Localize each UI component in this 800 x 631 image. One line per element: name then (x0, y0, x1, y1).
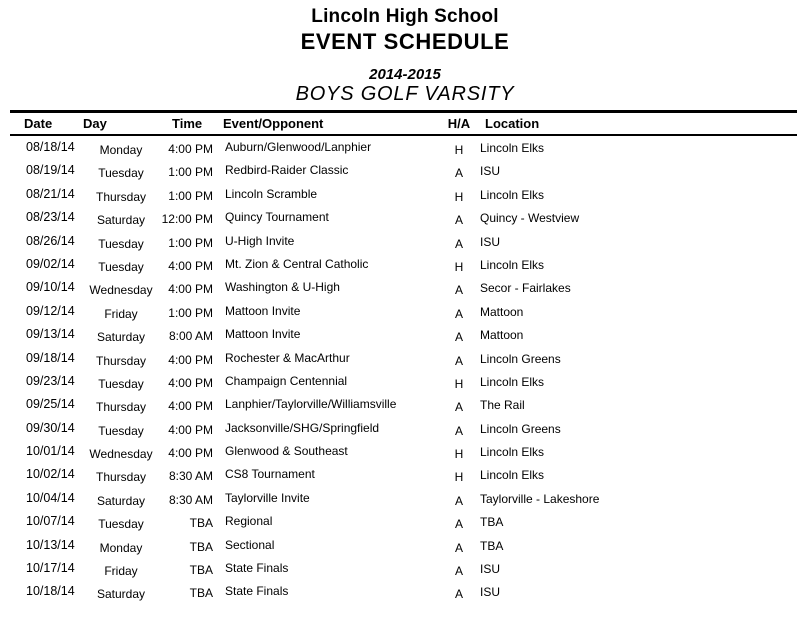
event-date: 08/18/14 (26, 140, 75, 154)
table-row (0, 421, 800, 444)
event-location: Lincoln Elks (480, 257, 545, 272)
event-date: 10/13/14 (26, 537, 75, 552)
event-opponent: Glenwood & Southeast (225, 444, 348, 459)
event-opponent: Jacksonville/SHG/Springfield (225, 420, 380, 435)
table-row (0, 561, 800, 584)
document-title: EVENT SCHEDULE (300, 29, 510, 54)
column-header-location: Location (485, 116, 540, 131)
event-day: Tuesday (98, 517, 144, 532)
event-opponent: Quincy Tournament (225, 210, 329, 225)
event-time: 4:00 PM (168, 375, 213, 390)
event-date: 10/07/14 (26, 514, 75, 529)
event-home-away: H (454, 376, 464, 391)
event-time: 8:30 AM (168, 492, 213, 507)
event-day: Saturday (96, 213, 146, 228)
event-date: 09/02/14 (26, 256, 75, 271)
event-home-away: A (454, 330, 463, 345)
event-opponent: Champaign Centennial (225, 373, 348, 388)
event-date: 09/18/14 (26, 350, 75, 365)
event-home-away: A (454, 236, 463, 251)
table-row (0, 280, 800, 303)
event-location: Lincoln Elks (480, 374, 545, 389)
event-date: 10/18/14 (26, 584, 75, 599)
event-time: 4:00 PM (168, 399, 213, 414)
event-time: 1:00 PM (168, 305, 213, 320)
event-day: Thursday (95, 400, 147, 415)
event-date: 09/10/14 (26, 280, 75, 295)
event-opponent: Taylorville Invite (225, 490, 310, 505)
event-time: TBA (189, 586, 213, 601)
event-time: TBA (189, 539, 213, 554)
event-home-away: A (454, 306, 463, 321)
event-opponent: Auburn/Glenwood/Lanphier (225, 140, 372, 154)
event-home-away: H (454, 143, 464, 157)
event-day: Monday (99, 143, 143, 157)
event-day: Monday (99, 540, 143, 555)
season-label: 2014-2015 (369, 66, 441, 83)
event-opponent: Sectional (225, 537, 275, 552)
event-location: Lincoln Greens (480, 351, 561, 366)
event-opponent: Regional (225, 514, 273, 529)
event-time: 8:30 AM (168, 469, 213, 484)
event-opponent: Mattoon Invite (225, 327, 301, 342)
event-date: 10/17/14 (26, 561, 75, 576)
event-date: 08/19/14 (26, 163, 75, 178)
event-opponent: CS8 Tournament (225, 467, 315, 482)
column-header-day: Day (83, 116, 107, 131)
event-opponent: Redbird-Raider Classic (225, 163, 349, 178)
event-time: 4:00 PM (168, 446, 213, 461)
event-location: TBA (480, 515, 504, 530)
event-day: Tuesday (98, 423, 144, 438)
event-time: 4:00 PM (168, 142, 213, 156)
event-opponent: State Finals (225, 584, 289, 599)
event-day: Thursday (95, 189, 147, 204)
table-row (0, 374, 800, 397)
event-home-away: A (454, 540, 463, 555)
event-home-away: A (454, 564, 463, 579)
header-divider-rule (10, 134, 797, 136)
event-time: 8:00 AM (168, 329, 213, 344)
column-header-home-away: H/A (447, 116, 471, 131)
event-home-away: A (454, 517, 463, 532)
table-row (0, 187, 800, 210)
event-date: 09/23/14 (26, 373, 75, 388)
event-time: TBA (189, 563, 213, 578)
event-time: 4:00 PM (168, 258, 213, 273)
event-day: Saturday (96, 493, 146, 508)
event-date: 09/25/14 (26, 397, 75, 412)
event-opponent: Washington & U-High (225, 280, 340, 295)
event-location: Taylorville - Lakeshore (480, 491, 600, 506)
event-date: 10/01/14 (26, 444, 75, 459)
column-header-date: Date (24, 116, 53, 131)
event-date: 08/23/14 (26, 210, 75, 225)
event-location: TBA (480, 538, 504, 553)
event-location: Mattoon (480, 304, 524, 319)
event-home-away: A (454, 423, 463, 438)
event-day: Tuesday (98, 376, 144, 391)
table-row (0, 327, 800, 350)
event-opponent: Mt. Zion & Central Catholic (225, 256, 369, 271)
table-row (0, 140, 800, 163)
table-row (0, 514, 800, 537)
team-label: BOYS GOLF VARSITY (295, 83, 515, 105)
event-time: 1:00 PM (168, 235, 213, 250)
table-row (0, 257, 800, 280)
event-home-away: H (454, 259, 464, 274)
event-location: Lincoln Elks (480, 141, 545, 155)
event-location: ISU (480, 562, 501, 577)
event-day: Saturday (96, 330, 146, 345)
event-day: Thursday (95, 353, 147, 368)
event-day: Saturday (96, 587, 146, 602)
event-date: 08/26/14 (26, 233, 75, 248)
column-header-event-opponent: Event/Opponent (223, 116, 324, 131)
event-location: Lincoln Elks (480, 468, 545, 483)
event-date: 09/30/14 (26, 420, 75, 435)
event-location: Lincoln Elks (480, 445, 545, 460)
event-time: 1:00 PM (168, 188, 213, 203)
event-location: Mattoon (480, 328, 524, 343)
table-row (0, 491, 800, 514)
event-home-away: A (454, 213, 463, 228)
table-header-row (0, 116, 800, 134)
table-row (0, 351, 800, 374)
event-day: Tuesday (98, 259, 144, 274)
event-date: 09/13/14 (26, 327, 75, 342)
event-opponent: Lanphier/Taylorville/Williamsville (225, 397, 397, 412)
top-divider-rule (10, 110, 797, 113)
event-location: Lincoln Greens (480, 421, 561, 436)
event-location: Secor - Fairlakes (480, 281, 571, 296)
event-home-away: H (454, 189, 464, 204)
table-row (0, 584, 800, 607)
event-home-away: A (454, 493, 463, 508)
event-location: ISU (480, 234, 501, 249)
event-day: Thursday (95, 470, 147, 485)
event-day: Wednesday (89, 447, 153, 462)
table-row (0, 444, 800, 467)
table-row (0, 467, 800, 490)
event-day: Wednesday (89, 283, 153, 298)
event-time: TBA (189, 516, 213, 531)
event-day: Friday (104, 306, 138, 321)
table-row (0, 304, 800, 327)
event-home-away: A (454, 166, 463, 181)
event-location: Lincoln Elks (480, 187, 545, 202)
event-location: ISU (480, 164, 501, 179)
event-home-away: A (454, 400, 463, 415)
event-location: The Rail (480, 398, 525, 413)
event-location: Quincy - Westview (480, 211, 580, 226)
event-home-away: H (454, 470, 464, 485)
event-day: Friday (104, 564, 138, 579)
event-opponent: Lincoln Scramble (225, 186, 318, 201)
event-time: 4:00 PM (168, 352, 213, 367)
event-time: 4:00 PM (168, 422, 213, 437)
event-day: Tuesday (98, 166, 144, 181)
school-name: Lincoln High School (311, 6, 499, 27)
event-home-away: A (454, 353, 463, 368)
event-location: ISU (480, 585, 501, 600)
table-row (0, 538, 800, 561)
event-home-away: A (454, 283, 463, 298)
event-time: 12:00 PM (161, 212, 213, 227)
event-date: 10/02/14 (26, 467, 75, 482)
table-row (0, 397, 800, 420)
event-date: 10/04/14 (26, 490, 75, 505)
event-opponent: Rochester & MacArthur (225, 350, 350, 365)
table-row (0, 234, 800, 257)
event-day: Tuesday (98, 236, 144, 251)
event-home-away: H (454, 447, 464, 462)
event-time: 1:00 PM (168, 165, 213, 180)
event-home-away: A (454, 587, 463, 602)
event-opponent: U-High Invite (225, 233, 295, 248)
column-header-time: Time (172, 116, 203, 131)
table-row (0, 163, 800, 186)
event-opponent: Mattoon Invite (225, 303, 301, 318)
event-time: 4:00 PM (168, 282, 213, 297)
event-date: 09/12/14 (26, 303, 75, 318)
event-date: 08/21/14 (26, 186, 75, 201)
table-body (0, 140, 800, 608)
event-opponent: State Finals (225, 561, 289, 576)
table-row (0, 210, 800, 233)
